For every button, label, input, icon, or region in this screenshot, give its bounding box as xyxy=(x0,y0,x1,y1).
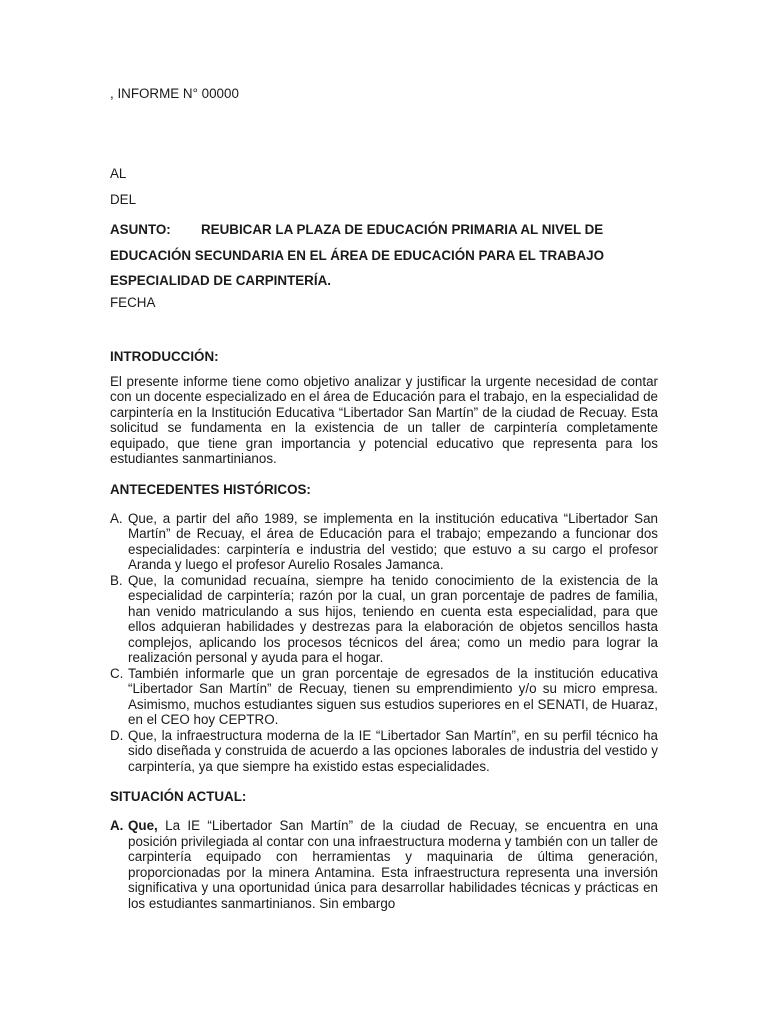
list-item xyxy=(110,818,658,911)
subject-line-1 xyxy=(110,217,658,243)
list-marker: D. xyxy=(110,727,124,743)
subject-line-2: EDUCACIÓN SECUNDARIA EN EL ÁREA DE EDUCACIÓN PARA EL TRABAJO xyxy=(110,247,604,263)
history-list xyxy=(110,511,658,775)
list-item-text: Que, la comunidad recuaína, siempre ha tenido conocimiento de la existencia de la especialidad de carpintería; razón por la cual, un gran porcentaje de padres de familia, han venido matriculando a sus hijos, teniendo en cuenta esta especialidad, para que ellos adquieran habilidades y destrezas para la elaboración de objetos sencillos hasta complejos, aplicando los procesos técnicos del área; como un medio para lograr la realización personal y ayuda para el hogar. xyxy=(128,572,658,665)
sender-label: DEL xyxy=(110,192,137,207)
list-item-lead: Que, xyxy=(128,818,158,833)
list-item-text: Que, la infraestructura moderna de la IE “Libertador San Martín”, en su perfil técnico ha sido diseñada y construida de acuerdo a las opciones laborales de industria del vestido y carpintería, ya que siempre ha existido estas especialidades. xyxy=(128,727,658,774)
informe-number: , INFORME N° 00000 xyxy=(110,86,239,101)
list-item xyxy=(110,511,658,573)
list-item-text: Que, a partir del año 1989, se implementa en la institución educativa “Libertador San Martín” de Recuay, el área de Educación para el trabajo; empezando a funcionar dos especialidades: carpintería e industria del vestido; que estuvo a su cargo el profesor Aranda y luego el profesor Aurelio Rosales Jamanca. xyxy=(128,510,658,572)
current-situation-list xyxy=(110,818,658,911)
introduction-heading: INTRODUCCIÓN: xyxy=(110,348,219,364)
subject-block xyxy=(110,217,658,294)
current-situation-heading: SITUACIÓN ACTUAL: xyxy=(110,789,247,804)
history-heading: ANTECEDENTES HISTÓRICOS: xyxy=(110,481,311,497)
introduction-paragraph: El presente informe tiene como objetivo analizar y justificar la urgente necesidad de contar con un docente especializado en el área de Educación para el trabajo, en la especialidad de carpintería en la Institución Educativa “Libertador San Martín” de la ciudad de Recuay. Esta solicitud se fundamenta en la existencia de un taller de carpintería completamente equipado, que tiene gran importancia y potencial educativo que representa para los estudiantes sanmartinianos. xyxy=(110,373,658,466)
subject-line-3: ESPECIALIDAD DE CARPINTERÍA. xyxy=(110,273,331,288)
list-marker: B. xyxy=(110,572,123,588)
date-label: FECHA xyxy=(110,294,156,310)
list-item xyxy=(110,666,658,728)
list-item-text: También informarle que un gran porcentaje de egresados de la institución educativa “Libertador San Martín” de Recuay, tienen su emprendimiento y/o su micro empresa. Asimismo, muchos estudiantes siguen sus estudios superiores en el SENATI, de Huaraz, en el CEO hoy CEPTRO. xyxy=(128,665,658,727)
recipient-label: AL xyxy=(110,166,127,181)
document-body xyxy=(110,85,658,911)
list-marker: A. xyxy=(110,818,124,833)
list-item xyxy=(110,728,658,775)
list-marker: A. xyxy=(110,510,123,526)
list-item-text xyxy=(128,818,658,911)
list-marker: C. xyxy=(110,665,124,681)
list-item-body: La IE “Libertador San Martín” de la ciudad de Recuay, se encuentra en una posición privilegiada al contar con una infraestructura moderna y también con un taller de carpintería equipado con herramientas y maquinaria de última generación, proporcionadas por la minera Antamina. Esta infraestructura representa una inversión significativa y una oportunidad única para desarrollar habilidades técnicas y prácticas en los estudiantes sanmartinianos. Sin embargo xyxy=(128,818,658,911)
subject-text-1: REUBICAR LA PLAZA DE EDUCACIÓN PRIMARIA AL NIVEL DE xyxy=(201,222,604,237)
subject-label: ASUNTO: xyxy=(110,222,171,237)
list-item xyxy=(110,573,658,666)
